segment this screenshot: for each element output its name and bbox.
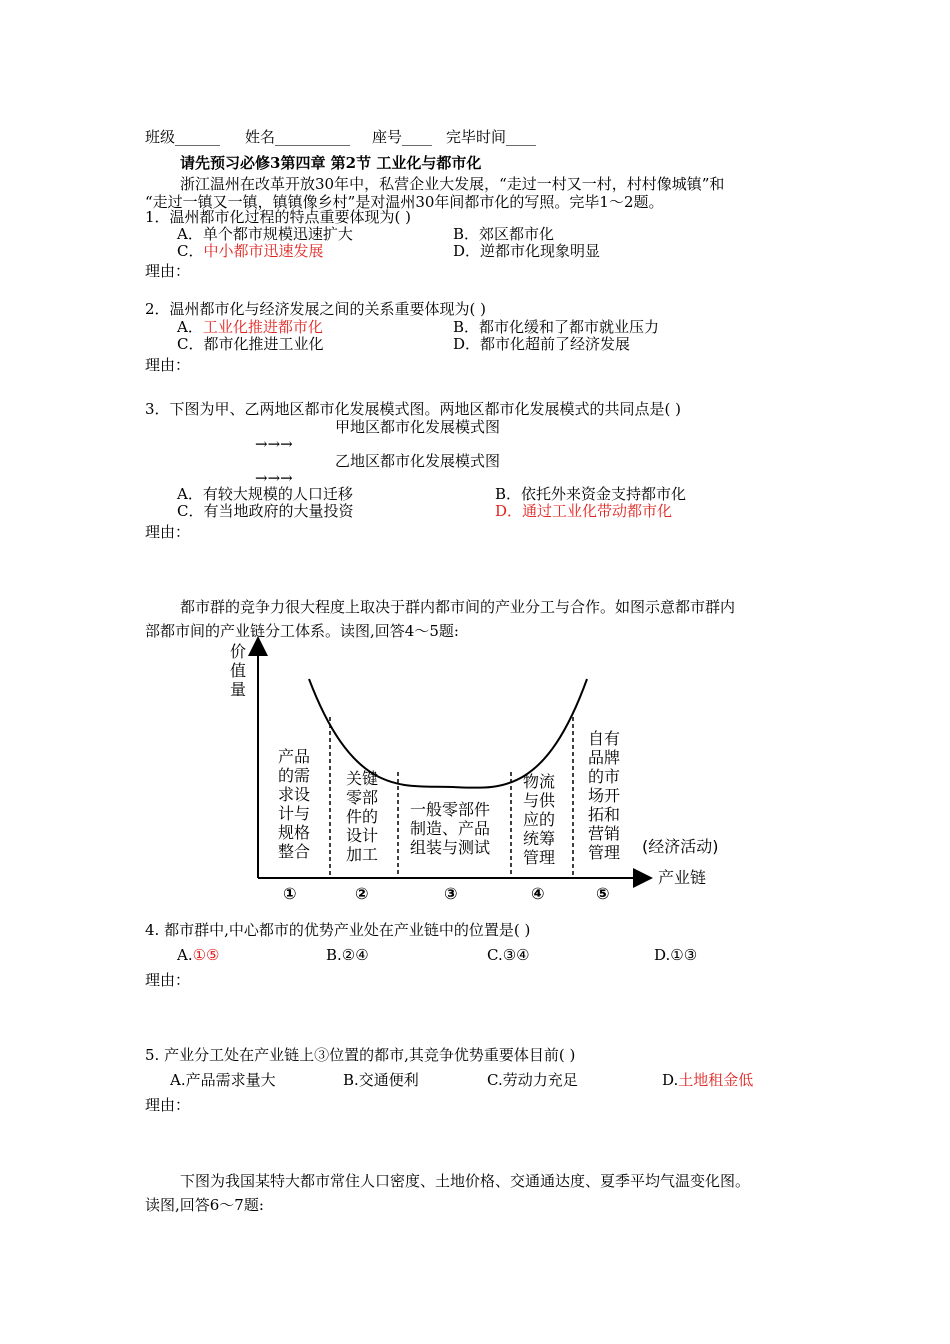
question-4-stem: 4. 都市群中,中心都市的优势产业处在产业链中的位置是( ) — [145, 921, 531, 939]
stage-number: ① — [283, 884, 297, 903]
question-5-option-a: A.产品需求量大 — [170, 1071, 276, 1089]
stage-5-text: 的市 — [588, 767, 621, 786]
answer-highlight: 中小都市迅速发展 — [203, 242, 324, 260]
question-1-option-d: D．逆都市化现象明显 — [453, 242, 601, 260]
question-1-stem: 1．温州都市化过程的特点重要体现为( ) — [145, 208, 412, 226]
question-5-option-b: B.交通便利 — [343, 1071, 419, 1089]
stage-2-text: 件的 — [346, 807, 379, 826]
answer-highlight: ①⑤ — [192, 946, 220, 964]
option-letter: C． — [177, 242, 204, 260]
question-1-option-b: B．郊区都市化 — [453, 225, 555, 243]
answer-highlight: 工业化推进都市化 — [202, 318, 323, 336]
question-2-stem: 2．温州都市化与经济发展之间的关系重要体现为( ) — [145, 300, 487, 318]
stage-2-text: 零部 — [346, 788, 379, 807]
reason-label: 理由： — [145, 971, 191, 989]
question-4-option-a — [177, 946, 220, 964]
option-letter: D． — [495, 502, 523, 520]
stage-1-text: 规格 — [278, 823, 311, 842]
stage-5-text: 自有 — [588, 729, 621, 748]
stage-2-text: 加工 — [346, 845, 379, 864]
stage-4-text: 与供 — [523, 791, 556, 810]
question-4-option-d: D.①③ — [654, 946, 698, 964]
option-letter: A. — [177, 946, 193, 964]
stage-1-text: 求设 — [278, 785, 311, 804]
y-axis-label: 价 — [230, 642, 247, 661]
question-5-stem: 5. 产业分工处在产业链上③位置的都市,其竞争优势重要体目前( ) — [145, 1046, 576, 1064]
option-letter: A． — [177, 318, 203, 336]
stage-1-text: 产品 — [278, 747, 311, 766]
stage-5-text: 品牌 — [588, 748, 621, 767]
stage-4-text: 物流 — [523, 772, 556, 791]
finish-time-field: 完毕时间____ — [446, 128, 537, 146]
stage-number: ④ — [531, 884, 545, 903]
x-axis-label: 产业链 — [658, 868, 707, 887]
answer-highlight: 土地租金低 — [678, 1071, 754, 1089]
question-4-option-b: B.②④ — [326, 946, 369, 964]
seat-field: 座号____ — [372, 128, 433, 146]
stage-4-text: 应的 — [523, 810, 556, 829]
reason-label: 理由： — [145, 523, 191, 541]
activity-label: (经济活动) — [642, 837, 719, 856]
stage-5-text: 管理 — [588, 843, 621, 862]
stage-3-text: 制造、产品 — [410, 819, 491, 838]
stage-1-text: 的需 — [278, 766, 311, 785]
stage-number: ⑤ — [596, 884, 610, 903]
name-field: 姓名__________ — [245, 128, 351, 146]
stage-1-text: 计与 — [278, 804, 311, 823]
intro-paragraph-line: 部都市间的产业链分工体系。读图,回答4～5题: — [145, 622, 459, 640]
question-5-option-c: C.劳动力充足 — [487, 1071, 578, 1089]
class-field: 班级______ — [145, 128, 221, 146]
stage-2-text: 关键 — [346, 769, 379, 788]
page-title: 请先预习必修3第四章 第2节 工业化与都市化 — [180, 154, 482, 172]
figure-caption-yi: 乙地区都市化发展模式图 — [335, 452, 501, 470]
question-3-option-c: C．有当地政府的大量投资 — [177, 502, 354, 520]
stage-number: ② — [355, 884, 369, 903]
question-3-option-a: A．有较大规模的人口迁移 — [177, 485, 353, 503]
question-5-option-d — [662, 1071, 753, 1089]
stage-5-text: 拓和 — [588, 805, 621, 824]
intro-paragraph-line: 下图为我国某特大都市常住人口密度、土地价格、交通通达度、夏季平均气温变化图。 — [180, 1172, 751, 1190]
question-2-option-b: B．都市化缓和了都市就业压力 — [453, 318, 660, 336]
intro-paragraph-line: 读图,回答6～7题: — [145, 1196, 264, 1214]
question-2-option-d: D．都市化超前了经济发展 — [453, 335, 631, 353]
arrow-row: →→→ — [255, 435, 293, 453]
stage-1-text: 整合 — [278, 842, 311, 861]
question-1-option-a: A．单个都市规模迅速扩大 — [177, 225, 353, 243]
stage-number: ③ — [444, 884, 458, 903]
intro-paragraph-line: 浙江温州在改革开放30年中，私营企业大发展，“走过一村又一村，村村像城镇”和 — [180, 175, 725, 193]
reason-label: 理由： — [145, 1096, 191, 1114]
question-3-option-b: B．依托外来资金支持都市化 — [495, 485, 687, 503]
intro-paragraph-line: “走过一镇又一镇，镇镇像乡村”是对温州30年间都市化的写照。完毕1～2题。 — [145, 193, 664, 211]
reason-label: 理由： — [145, 356, 191, 374]
intro-paragraph-line: 都市群的竞争力很大程度上取决于群内都市间的产业分工与合作。如图示意都市群内 — [180, 598, 736, 616]
y-axis-label: 量 — [230, 680, 247, 699]
question-4-option-c: C.③④ — [487, 946, 530, 964]
option-letter: D. — [662, 1071, 679, 1089]
y-axis-label: 值 — [230, 661, 247, 680]
stage-4-text: 统筹 — [523, 829, 556, 848]
figure-caption-jia: 甲地区都市化发展模式图 — [335, 418, 501, 436]
question-2-option-c: C．都市化推进工业化 — [177, 335, 324, 353]
stage-5-text: 营销 — [588, 824, 621, 843]
stage-4-text: 管理 — [523, 848, 556, 867]
stage-3-text: 一般零部件 — [410, 800, 491, 819]
question-3-stem: 3．下图为甲、乙两地区都市化发展模式图。两地区都市化发展模式的共同点是( ) — [145, 400, 682, 418]
arrow-row: →→→ — [255, 469, 293, 487]
stage-5-text: 场开 — [588, 786, 621, 805]
reason-label: 理由： — [145, 262, 191, 280]
answer-highlight: 通过工业化带动都市化 — [522, 502, 673, 520]
stage-2-text: 设计 — [346, 826, 379, 845]
stage-3-text: 组装与测试 — [410, 838, 491, 857]
